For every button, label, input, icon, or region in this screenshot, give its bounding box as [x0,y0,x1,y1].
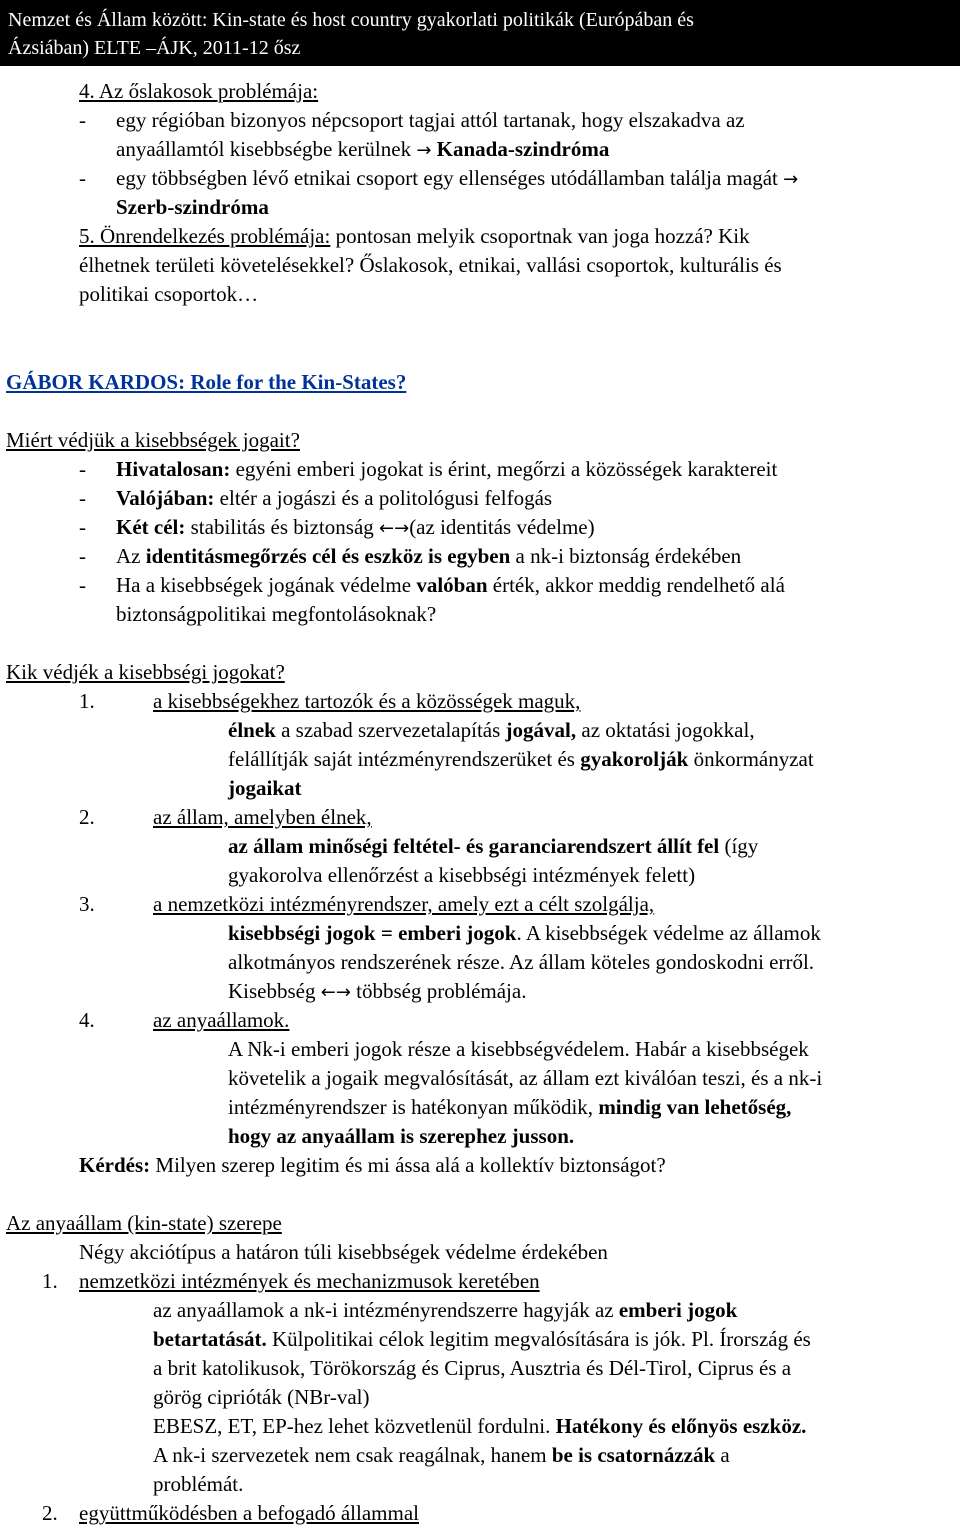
kin-item-1-line-4: görög ciprióták (NBr-val) [153,1385,370,1409]
bullet-dash: - [79,166,86,190]
who-item-2-heading: az állam, amelyben élnek, [153,805,372,829]
kin-state-subheading: Négy akciótípus a határon túli kisebbségek védelme érdekében [79,1240,608,1264]
who-item-2-line-1: az állam minőségi feltétel- és garanciarendszert állít fel (így [228,834,759,858]
kin-item-1-line-6: A nk-i szervezetek nem csak reagálnak, hanem be is csatornázzák a [153,1443,730,1467]
section-4-item-2-line-2: Szerb-szindróma [116,195,269,219]
question-line: Kérdés: Milyen szerep legitim és mi ássa alá a kollektív biztonságot? [79,1153,666,1177]
list-number: 1. [42,1269,58,1293]
list-number: 4. [79,1008,95,1032]
bullet-dash: - [79,515,86,539]
kin-item-1-line-3: a brit katolikusok, Törökország és Ciprus, Ausztria és Dél-Tirol, Ciprus és a [153,1356,792,1380]
who-item-1-line-2: felállítják saját intézményrendszerüket és gyakorolják önkormányzat [228,747,814,771]
who-item-4-line-2: követelik a jogaik megvalósítását, az állam ezt kiválóan teszi, és a nk-i [228,1066,823,1090]
who-item-4-line-4: hogy az anyaállam is szerephez jusson. [228,1124,575,1148]
section-4-item-2-line-1: egy többségben lévő etnikai csoport egy ellenséges utódállamban találja magát → [116,166,799,190]
who-item-4-heading: az anyaállamok. [153,1008,290,1032]
who-item-1-line-3: jogaikat [228,776,302,800]
section-4-item-1-line-2: anyaállamtól kisebbségbe kerülnek → Kanada-szindróma [116,137,610,161]
section-5-line-3: politikai csoportok… [79,282,259,306]
kardos-heading: GÁBOR KARDOS: Role for the Kin-States? [6,370,407,394]
header-line-1: Nemzet és Állam között: Kin-state és host country gyakorlati politikák (Európában és [8,9,694,31]
who-item-3-line-2: alkotmányos rendszerének része. Az állam köteles gondoskodni erről. [228,950,815,974]
section-4-title: 4. Az őslakosok problémája: [79,79,319,103]
why-item-4: Az identitásmegőrzés cél és eszköz is egyben a nk-i biztonság érdekében [116,544,742,568]
why-item-5: Ha a kisebbségek jogának védelme valóban érték, akkor meddig rendelhető alá [116,573,785,597]
kin-item-1-line-7: problémát. [153,1472,244,1496]
double-arrow-icon: ←→ [320,982,351,1003]
header-line-2: Ázsiában) ELTE –ÁJK, 2011-12 ősz [8,37,301,59]
who-item-1-heading: a kisebbségekhez tartozók és a közösségek maguk, [153,689,581,713]
section-4-item-1-line-1: egy régióban bizonyos népcsoport tagjai attól tartanak, hogy elszakadva az [116,108,745,132]
who-item-3-line-1: kisebbségi jogok = emberi jogok. A kisebbségek védelme az államok [228,921,821,945]
list-number: 1. [79,689,95,713]
bullet-dash: - [79,486,86,510]
section-5-line-2: élhetnek területi követelésekkel? Őslakosok, etnikai, vallási csoportok, kulturális és [79,253,782,277]
double-arrow-icon: ←→ [379,518,410,539]
section-5-title: 5. Önrendelkezés problémája: [79,224,331,248]
bullet-dash: - [79,573,86,597]
who-item-3-line-3: Kisebbség ←→ többség problémája. [228,979,527,1003]
bullet-dash: - [79,108,86,132]
section-5-line-1: 5. Önrendelkezés problémája: pontosan melyik csoportnak van joga hozzá? Kik [79,224,750,248]
kin-item-2-heading: együttműködésben a befogadó állammal [79,1501,419,1525]
bullet-dash: - [79,544,86,568]
why-item-1: Hivatalosan: egyéni emberi jogokat is érint, megőrzi a közösségek karaktereit [116,457,778,481]
why-item-3: Két cél: stabilitás és biztonság ←→(az identitás védelme) [116,515,595,539]
list-number: 2. [42,1501,58,1525]
kin-item-1-line-2: betartatását. Külpolitikai célok legitim megvalósítására is jók. Pl. Írország és [153,1327,811,1351]
who-item-3-heading: a nemzetközi intézményrendszer, amely ezt a célt szolgálja, [153,892,655,916]
list-number: 3. [79,892,95,916]
who-item-4-line-3: intézményrendszer is hatékonyan működik, mindig van lehetőség, [228,1095,792,1119]
who-item-4-line-1: A Nk-i emberi jogok része a kisebbségvédelem. Habár a kisebbségek [228,1037,809,1061]
who-item-1-line-1: élnek a szabad szervezetalapítás jogával, az oktatási jogokkal, [228,718,755,742]
document-header [0,0,960,66]
kin-item-1-line-5: EBESZ, ET, EP-hez lehet közvetlenül fordulni. Hatékony és előnyös eszköz. [153,1414,807,1438]
list-number: 2. [79,805,95,829]
why-item-2: Valójában: eltér a jogászi és a politológusi felfogás [116,486,553,510]
kin-state-heading: Az anyaállam (kin-state) szerepe [6,1211,282,1235]
kin-item-1-heading: nemzetközi intézmények és mechanizmusok keretében [79,1269,540,1293]
who-protects-heading: Kik védjék a kisebbségi jogokat? [6,660,285,684]
right-arrow-icon: → [783,169,799,190]
why-item-5-cont: biztonságpolitikai megfontolásoknak? [116,602,437,626]
who-item-2-line-2: gyakorolva ellenőrzést a kisebbségi intézmények felett) [228,863,696,887]
bullet-dash: - [79,457,86,481]
right-arrow-icon: → [416,140,432,161]
why-protect-heading: Miért védjük a kisebbségek jogait? [6,428,300,452]
kin-item-1-line-1: az anyaállamok a nk-i intézményrendszerre hagyják az emberi jogok [153,1298,738,1322]
